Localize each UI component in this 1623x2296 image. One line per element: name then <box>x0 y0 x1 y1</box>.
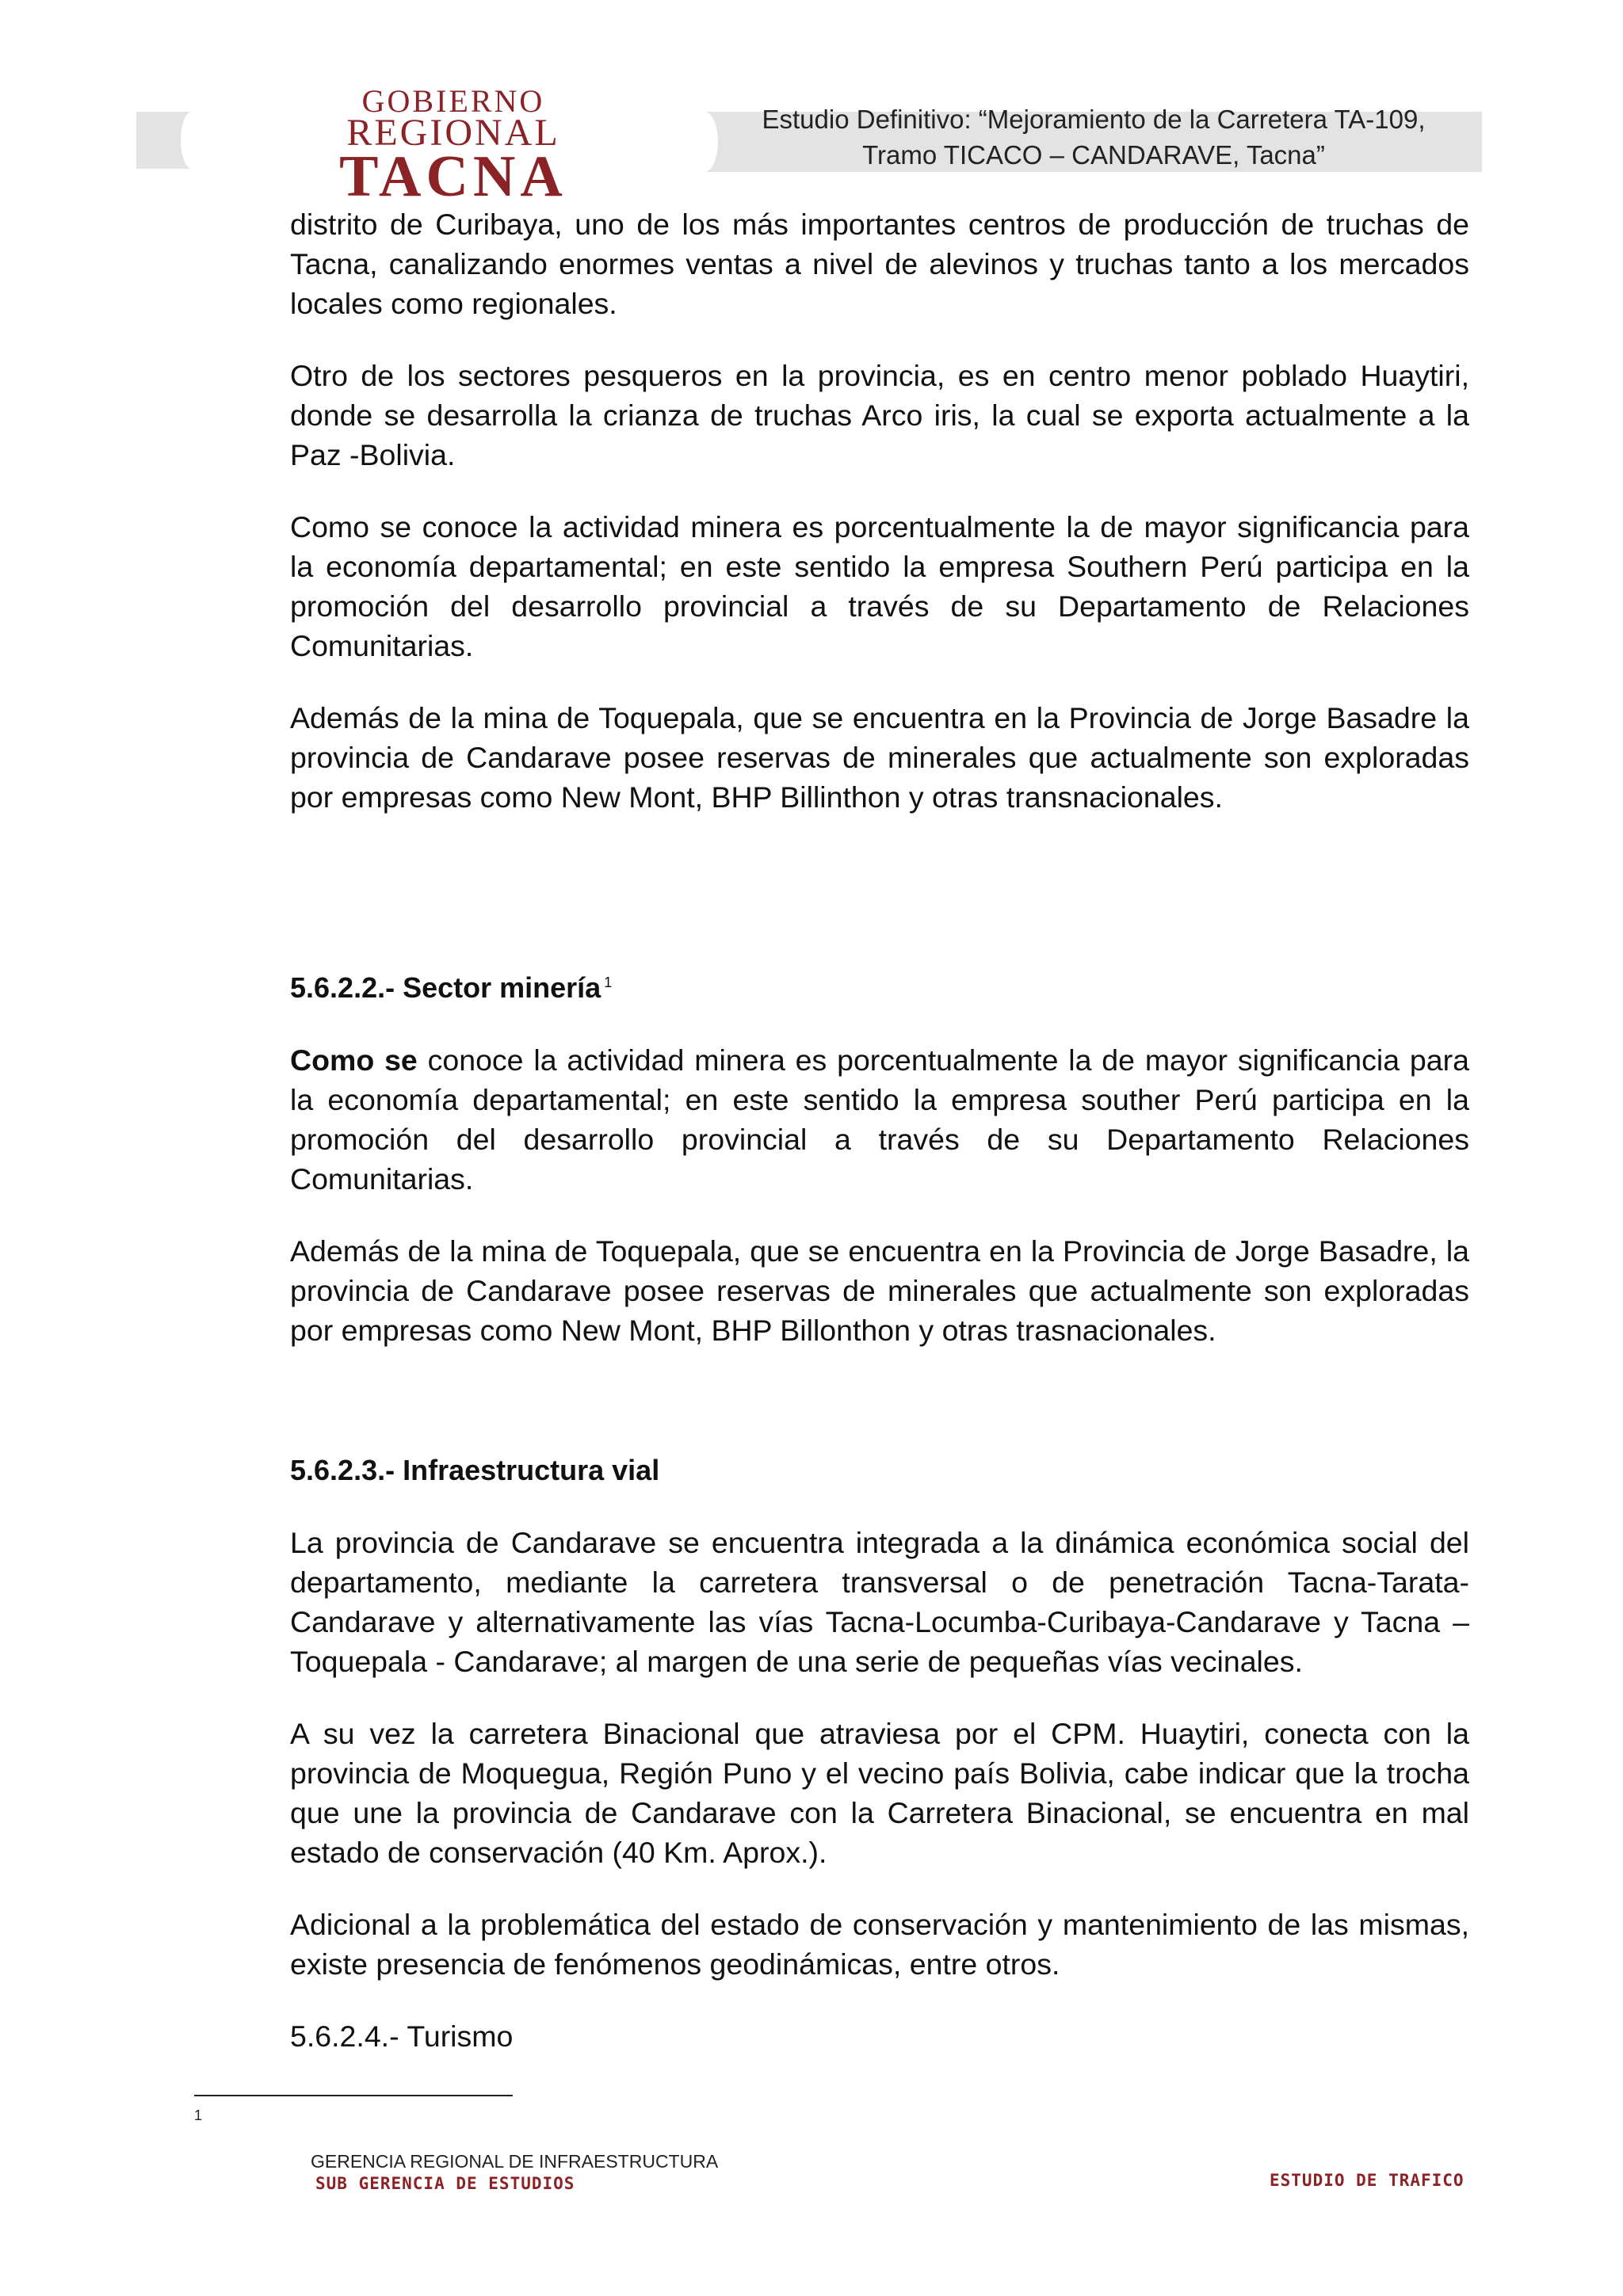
paragraph-huaytiri: Otro de los sectores pesqueros en la provincia, es en centro menor poblado Huaytiri, donde se desarrolla la crianza de truchas Arco iris, la cual se exporta actualmente a la Paz -Bolivia. <box>290 359 1469 471</box>
paragraph-lead-bold: Como se <box>290 1043 418 1077</box>
paragraph-vial-2: A su vez la carretera Binacional que atraviesa por el CPM. Huaytiri, conecta con la provincia de Moquegua, Región Puno y el vecino país Bolivia, cabe indicar que la trocha que une la provincia de Candarave con la Carretera Binacional, se encuentra en mal estado de conservación (40 Km. Aprox.). <box>290 1717 1469 1869</box>
paragraph-curibaya: distrito de Curibaya, uno de los más importantes centros de producción de truchas de Tacna, canalizando enormes ventas a nivel de alevinos y truchas tanto a los mercados locales como regionales. <box>290 208 1469 320</box>
paragraph-vial-1: La provincia de Candarave se encuentra integrada a la dinámica económica social del departamento, mediante la carretera transversal o de penetración Tacna-Tarata-Candarave y alternativamente las vías Tacna-Locumba-Curibaya-Candarave y Tacna – Toquepala - Candarave; al margen de una serie de pequeñas vías vecinales. <box>290 1526 1469 1678</box>
footnote-separator <box>194 2095 513 2096</box>
paragraph-mineria-1 <box>290 1040 1469 1199</box>
header-band-left <box>136 112 192 169</box>
page-body <box>290 204 1469 2056</box>
paragraph-mineria-2: Además de la mina de Toquepala, que se encuentra en la Provincia de Jorge Basadre, la provincia de Candarave posee reservas de minerales que actualmente son exploradas por empresas como New Mont, BHP Billonthon y otras trasnacionales. <box>290 1234 1469 1347</box>
paragraph-mineria-1-text: conoce la actividad minera es porcentualmente la de mayor significancia para la economía departamental; en este sentido la empresa souther Perú participa en la promoción del desarrollo provincial a través de su Departamento Relaciones Comunitarias. <box>290 1043 1469 1196</box>
logo-line-3: TACNA <box>339 144 567 209</box>
section-heading-mineria-text: 5.6.2.2.- Sector minería <box>290 971 601 1004</box>
paragraph-toquepala: Además de la mina de Toquepala, que se encuentra en la Provincia de Jorge Basadre la provincia de Candarave posee reservas de minerales que actualmente son exploradas por empresas como New Mont, BHP Billinthon y otras transnacionales. <box>290 701 1469 814</box>
spacer <box>290 1383 1469 1451</box>
footer-organization <box>311 2150 718 2195</box>
footer-line-2: SUB GERENCIA DE ESTUDIOS <box>315 2174 575 2193</box>
footer-study-name: ESTUDIO DE TRAFICO <box>1270 2171 1465 2190</box>
footnote-reference[interactable]: 1 <box>604 974 613 990</box>
header-title-line-1: Estudio Definitivo: “Mejoramiento de la Carretera TA-109, <box>762 105 1426 134</box>
section-heading-infraestructura-vial: 5.6.2.3.- Infraestructura vial <box>290 1454 660 1486</box>
logo-line-1: GOBIERNO <box>361 83 545 119</box>
paragraph-vial-3: Adicional a la problemática del estado de conservación y mantenimiento de las mismas, existe presencia de fenómenos geodinámicas, entre otros. <box>290 1908 1469 1981</box>
spacer <box>290 849 1469 963</box>
document-header-title <box>737 101 1450 173</box>
section-heading-turismo: 5.6.2.4.- Turismo <box>290 2019 514 2053</box>
footnote-mark: 1 <box>194 2107 203 2123</box>
paragraph-mineria-intro: Como se conoce la actividad minera es porcentualmente la de mayor significancia para la economía departamental; en este sentido la empresa Southern Perú participa en la promoción del desarrollo provincial a través de su Departamento de Relaciones Comunitarias. <box>290 510 1469 662</box>
section-heading-mineria <box>290 963 1469 1008</box>
logo-line-2: REGIONAL <box>346 112 560 154</box>
footer-line-1: GERENCIA REGIONAL DE INFRAESTRUCTURA <box>311 2151 719 2172</box>
header-title-line-2: Tramo TICACO – CANDARAVE, Tacna” <box>862 140 1325 170</box>
gobierno-regional-tacna-logo <box>296 83 610 209</box>
